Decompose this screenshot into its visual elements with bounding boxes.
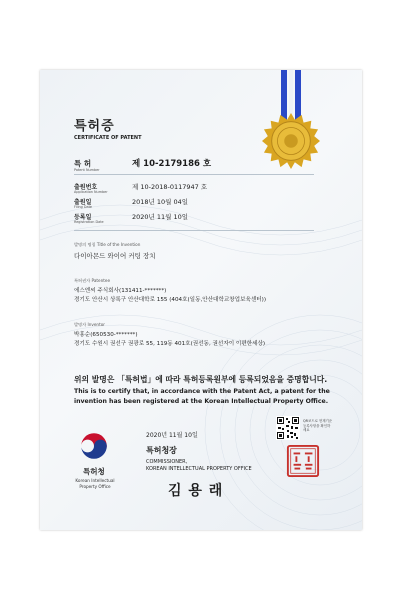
invention-title-label: 발명의 명칭 Title of the Invention [74, 242, 141, 247]
office-name-ko: 특허청 [83, 467, 105, 476]
inventor-line1: 박홍순(650530-*******) [74, 332, 138, 338]
application-number-label-en: Application Number [74, 190, 108, 194]
filing-date-label-en: Filing Date [74, 205, 93, 209]
application-number-value: 제 10-2018-0117947 호 [132, 183, 208, 191]
certificate-title: 특허증 [74, 119, 115, 134]
inventor-line2: 경기도 수원시 권선구 권광로 55, 119동 401호(권선동, 권선자이 이편한세상) [74, 341, 266, 347]
invention-title-value: 다이아몬드 와이어 커팅 장치 [74, 252, 156, 260]
qr-note: QR코드로 현재기준 등록사항을 확인하세요 [303, 419, 333, 432]
certificate-paper [40, 70, 362, 530]
office-name-en: Korean Intellectual Property Office [75, 478, 115, 489]
signature-name: 김 용 래 [168, 483, 224, 499]
registration-date-label-en: Registration Date [74, 220, 104, 224]
registration-date-label: 등록일 [74, 214, 92, 221]
taegeuk-logo-icon [78, 430, 110, 462]
filing-date-label: 출원일 [74, 199, 92, 206]
commissioner-ko: 특허청장 [146, 446, 177, 455]
gold-seal-icon [262, 112, 320, 170]
registration-date-value: 2020년 11월 10일 [132, 213, 189, 221]
patent-number-value: 제 10-2179186 호 [132, 159, 212, 169]
certificate-title-en: CERTIFICATE OF PATENT [74, 135, 142, 141]
application-number-label: 출원번호 [74, 184, 98, 191]
qr-code-icon[interactable] [276, 416, 300, 440]
patent-number-label-en: Patent Number [74, 168, 100, 172]
certification-statement-en: This is to certify that, in accordance with the Patent Act, a patent for the invention has been registered at the Korean Intellectual Property Office. [74, 388, 330, 405]
official-seal-stamp-icon [286, 444, 320, 478]
issue-date: 2020년 11월 10일 [146, 432, 198, 439]
divider [74, 230, 314, 231]
divider [74, 174, 314, 175]
filing-date-value: 2018년 10월 04일 [132, 198, 189, 206]
certification-statement-ko: 위의 발명은 「특허법」에 따라 특허등록원부에 등록되었음을 증명합니다. [74, 375, 328, 384]
commissioner-en-2: KOREAN INTELLECTUAL PROPERTY OFFICE [146, 466, 252, 472]
patent-number-label: 특 허 [74, 159, 92, 168]
inventor-label: 발명자 Inventor [74, 322, 105, 327]
patentee-label: 특허권자 Patentee [74, 278, 111, 283]
patentee-line1: 에스엔씨 주식회사(131411-*******) [74, 288, 167, 294]
commissioner-en-1: COMMISSIONER, [146, 459, 188, 465]
patentee-line2: 경기도 안산시 상록구 안산대학로 155 (404호(일동,안산대학교창업보육센터)) [74, 297, 267, 303]
